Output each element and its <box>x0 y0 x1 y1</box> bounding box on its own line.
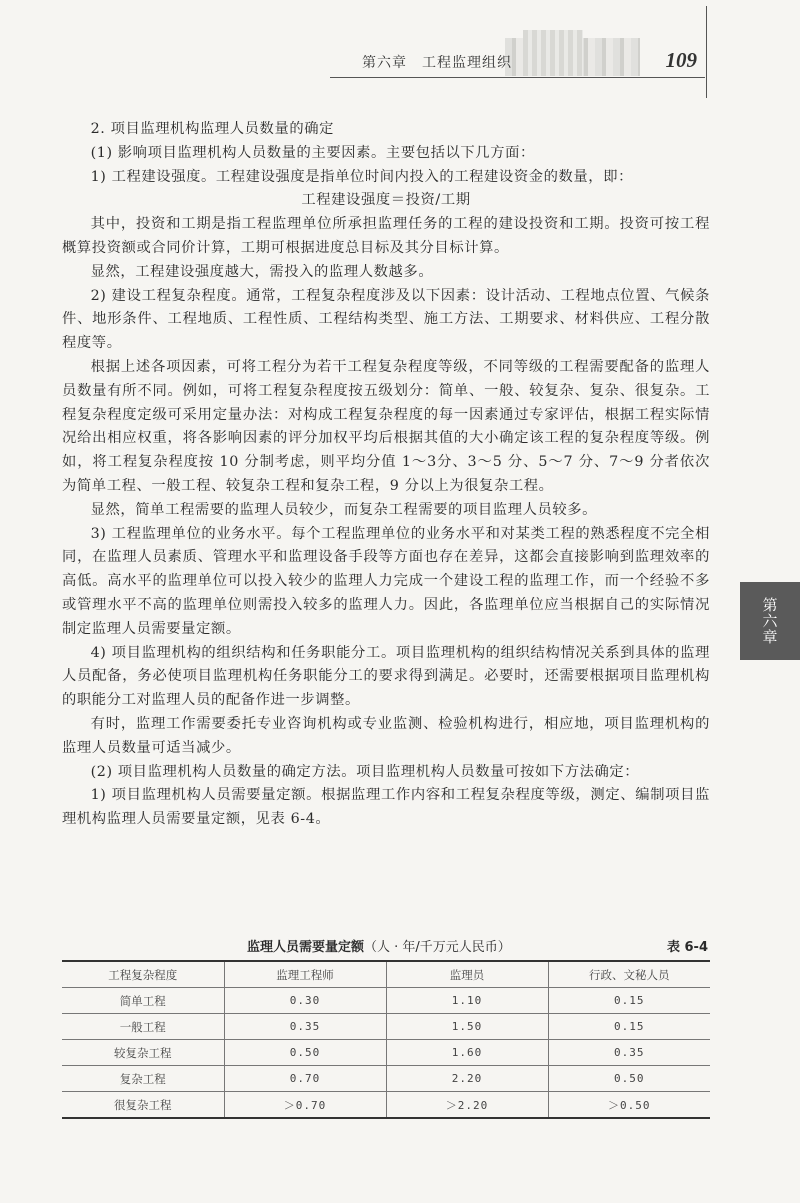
formula: 工程建设强度＝投资/工期 <box>301 192 471 209</box>
page-number: 109 <box>665 48 697 72</box>
paragraph: 显然，简单工程需要的监理人员较少，而复杂工程需要的项目监理人员较多。 <box>90 501 598 518</box>
column-header: 监理员 <box>386 961 548 988</box>
table-title <box>247 936 511 955</box>
table-number: 表 6-4 <box>666 940 708 955</box>
table-cell: 0.70 <box>224 1066 386 1092</box>
table-cell: 0.50 <box>224 1040 386 1066</box>
table-cell: 0.35 <box>548 1040 710 1066</box>
paragraph: (2) 项目监理机构人员数量的确定方法。项目监理机构人员数量可按如下方法确定： <box>90 763 640 780</box>
paragraph: 根据上述各项因素，可将工程分为若干工程复杂程度等级，不同等级的工程需要配备的监理人员数量有所不同。例如，可将工程复杂程度按五级划分：简单、一般、较复杂、复杂、很复杂。工程复杂程度定级可采用定量办法：对构成工程复杂程度的每一因素通过专家评估，根据工程实际情况给出相应权重，将各影响因素的评分加权平均后根据其值的大小确定该工程的复杂程度等级。例如，将工程复杂程度按 10 分制考虑，则平均分值 1～3分、3～5 分、5～7 分、7～9 分者依次为简单工程、一般工程、较复杂工程和复杂工程，9 分以上为很复杂工程。 <box>62 358 710 494</box>
table-cell: 一般工程 <box>62 1014 224 1040</box>
column-header: 行政、文秘人员 <box>548 961 710 988</box>
table-cell: 1.10 <box>386 988 548 1014</box>
table-row <box>62 988 710 1014</box>
table-cell: 0.35 <box>224 1014 386 1040</box>
paragraph: (1) 影响项目监理机构人员数量的主要因素。主要包括以下几方面： <box>90 144 535 161</box>
paragraph: 1) 工程建设强度。工程建设强度是指单位时间内投入的工程建设资金的数量，即： <box>90 168 633 185</box>
table-cell: 复杂工程 <box>62 1066 224 1092</box>
header-building-illustration <box>505 38 640 76</box>
running-header <box>330 38 705 86</box>
table-cell: ＞0.50 <box>548 1092 710 1119</box>
table-cell: ＞2.20 <box>386 1092 548 1119</box>
column-header: 工程复杂程度 <box>62 961 224 988</box>
table-cell: ＞0.70 <box>224 1092 386 1119</box>
column-header: 监理工程师 <box>224 961 386 988</box>
table-cell: 0.15 <box>548 988 710 1014</box>
body-text <box>62 118 710 832</box>
section-heading: 2. 项目监理机构监理人员数量的确定 <box>90 121 335 137</box>
table-cell: 1.50 <box>386 1014 548 1040</box>
paragraph: 4) 项目监理机构的组织结构和任务职能分工。项目监理机构的组织结构情况关系到具体的监理人员配备，务必使项目监理机构任务职能分工的要求得到满足。必要时，还需要根据项目监理机构的职能分工对监理人员的配备作进一步调整。 <box>62 644 710 709</box>
staffing-quota-table <box>62 960 710 1119</box>
paragraph: 1) 项目监理机构人员需要量定额。根据监理工作内容和工程复杂程度等级，测定、编制项目监理机构监理人员需要量定额，见表 6-4。 <box>62 787 710 828</box>
paragraph: 2) 建设工程复杂程度。通常，工程复杂程度涉及以下因素：设计活动、工程地点位置、气候条件、地形条件、工程地质、工程性质、工程结构类型、施工方法、工期要求、材料供应、工程分散程度等。 <box>62 287 710 352</box>
header-rule <box>330 77 705 78</box>
table-header-row <box>62 961 710 988</box>
header-vertical-rule <box>706 6 707 98</box>
table-cell: 很复杂工程 <box>62 1092 224 1119</box>
paragraph: 3) 工程监理单位的业务水平。每个工程监理单位的业务水平和对某类工程的熟悉程度不完全相同，在监理人员素质、管理水平和监理设备手段等方面也存在差异，这都会直接影响到监理效率的高低。高水平的监理单位可以投入较少的监理人力完成一个建设工程的监理工作，而一个经验不多或管理水平不高的监理单位则需投入较多的监理人力。因此，各监理单位应当根据自己的实际情况制定监理人员需要量定额。 <box>62 525 710 637</box>
paragraph: 有时，监理工作需要委托专业咨询机构或专业监测、检验机构进行，相应地，项目监理机构的监理人员数量可适当减少。 <box>62 715 710 756</box>
table-row <box>62 1092 710 1119</box>
table-cell: 0.15 <box>548 1014 710 1040</box>
table-row <box>62 1014 710 1040</box>
table-cell: 2.20 <box>386 1066 548 1092</box>
chapter-side-tab: 第六章 <box>740 582 800 660</box>
table-unit: （人 · 年/千万元人民币） <box>364 940 511 955</box>
table-cell: 1.60 <box>386 1040 548 1066</box>
table-row <box>62 1066 710 1092</box>
paragraph: 显然，工程建设强度越大，需投入的监理人数越多。 <box>90 263 434 280</box>
chapter-title: 第六章 工程监理组织 <box>362 55 512 71</box>
table-cell: 0.30 <box>224 988 386 1014</box>
table-caption <box>62 934 710 956</box>
table-row <box>62 1040 710 1066</box>
table-cell: 简单工程 <box>62 988 224 1014</box>
paragraph: 其中，投资和工期是指工程监理单位所承担监理任务的工程的建设投资和工期。投资可按工程概算投资额或合同价计算，工期可根据进度总目标及其分目标计算。 <box>62 216 710 256</box>
table-cell: 0.50 <box>548 1066 710 1092</box>
table-cell: 较复杂工程 <box>62 1040 224 1066</box>
table-title-text: 监理人员需要量定额 <box>247 940 365 955</box>
